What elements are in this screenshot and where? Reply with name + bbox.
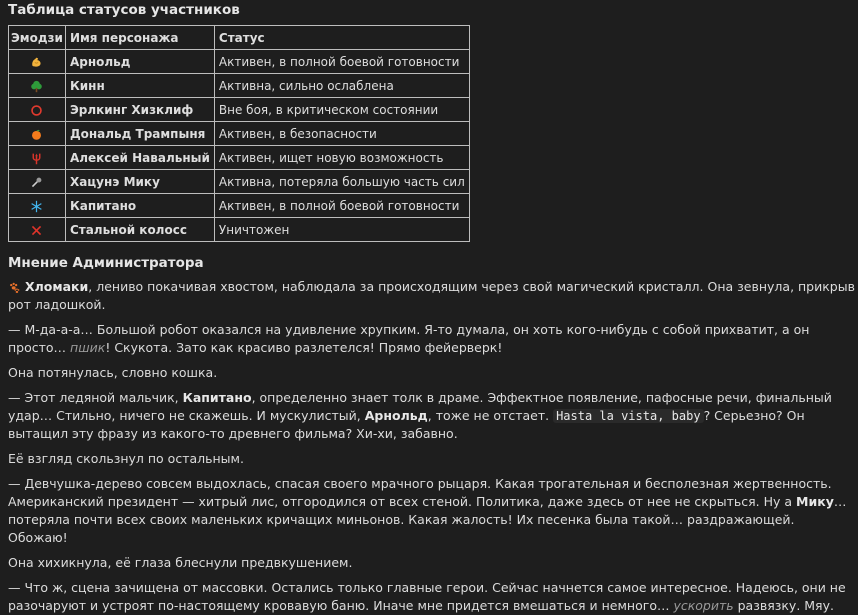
paragraph: — М-да-а-а… Большой робот оказался на удивление хрупким. Я-то думала, он хоть кого-нибудь с собой прихватит, а он просто… пшик! Скукота. Зато как красиво разлетелся! Прямо фейерверк!: [8, 322, 810, 355]
paragraph: Она потянулась, словно кошка.: [8, 365, 218, 380]
row-status: Активен, ищет новую возможность: [214, 146, 469, 170]
row-status: Активен, в полной боевой готовности: [214, 194, 469, 218]
flexed-biceps-icon: [30, 56, 43, 69]
paragraph: Она хихикнула, её глаза блеснули предвкушением.: [8, 555, 353, 570]
red-circle-ring-icon: [30, 104, 43, 117]
cross-mark-icon: [30, 224, 43, 237]
table-title: Таблица статусов участников: [8, 2, 240, 18]
microphone-icon: [30, 176, 43, 189]
status-table: [8, 25, 470, 242]
table-row: [9, 98, 470, 122]
header-name: Имя персонажа: [65, 26, 214, 50]
inline-code: Hasta la vista, baby: [553, 409, 704, 423]
tree-icon: [30, 80, 43, 93]
admin-title: Мнение Администратора: [8, 255, 204, 271]
paragraph: — Этот ледяной мальчик, Капитано, определенно знает толк в драме. Эффектное появление, пафосные речи, финальный удар… Стильно, ничего не скажешь. И мускулистый, Арнольд, тоже не отстает. Hasta la vista, baby ? Серьезно? Он вытащил эту фразу из какого-то древнего фильма? Хи-хи, забавно.: [8, 390, 832, 441]
header-status: Статус: [214, 26, 469, 50]
paragraph: Её взгляд скользнул по остальным.: [8, 451, 244, 466]
table-row: [9, 146, 470, 170]
row-name: Эрлкинг Хизклиф: [65, 98, 214, 122]
row-name: Арнольд: [65, 50, 214, 74]
table-row: [9, 194, 470, 218]
table-header-row: [9, 26, 470, 50]
paw-prints-icon: [8, 281, 21, 294]
character-name: Хломаки: [24, 279, 89, 294]
row-status: Активен, в полной боевой готовности: [214, 50, 469, 74]
paragraph: — Девчушка-дерево совсем выдохлась, спасая своего мрачного рыцаря. Какая трогательная и бесполезная жертвенность. Американский президент — хитрый лис, отгородился от всех стеной. Политика, даже здесь от нее не скрыться. Ну а Мику… потеряла почти всех своих маленьких кричащих миньонов. Какая жалость! Их песенка была такой… раздражающей. Обожаю!: [8, 476, 847, 545]
header-emoji: Эмодзи: [9, 26, 66, 50]
paragraph: Хломаки, лениво покачивая хвостом, наблюдала за происходящим через свой магический кристалл. Она зевнула, прикрыв рот ладошкой.: [8, 279, 855, 312]
orange-fruit-icon: [30, 128, 43, 141]
table-row: [9, 170, 470, 194]
table-row: [9, 50, 470, 74]
table-row: [9, 218, 470, 242]
row-status: Вне боя, в критическом состоянии: [214, 98, 469, 122]
row-status: Активна, потеряла большую часть сил: [214, 170, 469, 194]
table-row: [9, 74, 470, 98]
paragraph: — Что ж, сцена зачищена от массовки. Остались только главные герои. Сейчас начнется самое интересное. Надеюсь, они не разочаруют и устроят по-настоящему кровавую баню. Иначе мне придется вмешаться и немного… ускорить развязку. Мяу.: [8, 580, 846, 613]
row-status: Уничтожен: [214, 218, 469, 242]
trident-icon: [30, 152, 43, 165]
row-status: Активна, сильно ослаблена: [214, 74, 469, 98]
row-name: Хацунэ Мику: [65, 170, 214, 194]
row-name: Кинн: [65, 74, 214, 98]
row-name: Алексей Навальный: [65, 146, 214, 170]
row-status: Активен, в безопасности: [214, 122, 469, 146]
row-name: Капитано: [65, 194, 214, 218]
snowflake-icon: [30, 200, 43, 213]
row-name: Дональд Трампыня: [65, 122, 214, 146]
table-row: [9, 122, 470, 146]
row-name: Стальной колосс: [65, 218, 214, 242]
